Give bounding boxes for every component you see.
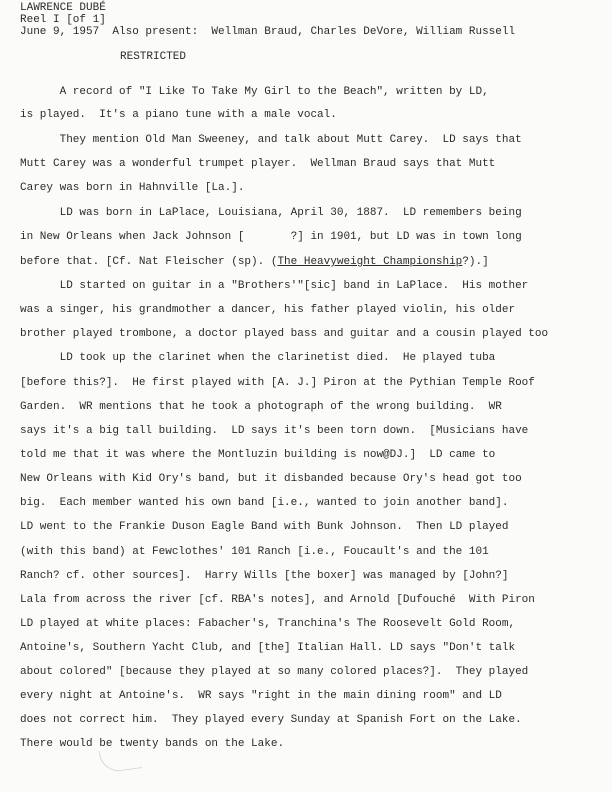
text-line: big. Each member wanted his own band [i.e., wanted to join another band]. <box>20 497 509 509</box>
pencil-mark <box>99 745 143 773</box>
text-line: before that. [Cf. Nat Fleischer (sp). (The Heavyweight Championship?).] <box>20 256 489 268</box>
text-line: was a singer, his grandmother a dancer, his father played violin, his older <box>20 304 516 316</box>
date-present-line: June 9, 1957 Also present: Wellman Braud, Charles DeVore, William Russell <box>20 26 516 38</box>
text-line: does not correct him. They played every Sunday at Spanish Fort on the Lake. <box>20 714 522 726</box>
text-line: Antoine's, Southern Yacht Club, and [the] Italian Hall. LD says "Don't talk <box>20 642 516 654</box>
interviewee-name: LAWRENCE DUBÉ <box>20 2 106 14</box>
text-line: says it's a big tall building. LD says it's been torn down. [Musicians have <box>20 425 529 437</box>
text-line: LD started on guitar in a "Brothers'"[sic] band in LaPlace. His mother <box>20 280 529 292</box>
text-line: LD was born in LaPlace, Louisiana, April 30, 1887. LD remembers being <box>20 207 522 219</box>
text-line: Ranch? cf. other sources]. Harry Wills [the boxer] was managed by [John?] <box>20 570 509 582</box>
text-line: Garden. WR mentions that he took a photograph of the wrong building. WR <box>20 401 502 413</box>
reel-label: Reel I [of 1] <box>20 14 106 26</box>
text-line: about colored" [because they played at so many colored places?]. They played <box>20 666 529 678</box>
text-line: Mutt Carey was a wonderful trumpet player. Wellman Braud says that Mutt <box>20 158 496 170</box>
text-line: [before this?]. He first played with [A. J.] Piron at the Pythian Temple Roof <box>20 377 535 389</box>
text-line: (with this band) at Fewclothes' 101 Ranch [i.e., Foucault's and the 101 <box>20 546 489 558</box>
book-title: The Heavyweight Championship <box>277 256 463 268</box>
text-line: is played. It's a piano tune with a male vocal. <box>20 109 337 121</box>
text-line: They mention Old Man Sweeney, and talk about Mutt Carey. LD says that <box>20 134 522 146</box>
text-line: Carey was born in Hahnville [La.]. <box>20 182 245 194</box>
text-line: LD played at white places: Fabacher's, Tranchina's The Roosevelt Gold Room, <box>20 618 516 630</box>
text-line: in New Orleans when Jack Johnson [ ?] in 1901, but LD was in town long <box>20 231 522 243</box>
text-line: A record of "I Like To Take My Girl to the Beach", written by LD, <box>20 86 489 98</box>
text-line: LD took up the clarinet when the clarinetist died. He played tuba <box>20 352 496 364</box>
text-line: every night at Antoine's. WR says "right in the main dining room" and LD <box>20 690 502 702</box>
text-line: LD went to the Frankie Duson Eagle Band with Bunk Johnson. Then LD played <box>20 521 509 533</box>
restricted-label: RESTRICTED <box>120 51 187 63</box>
text-line: told me that it was where the Montluzin building is now@DJ.] LD came to <box>20 449 496 461</box>
text-line: New Orleans with Kid Ory's band, but it disbanded because Ory's head got too <box>20 473 522 485</box>
text-line: Lala from across the river [cf. RBA's notes], and Arnold [Dufouché With Piron <box>20 594 535 606</box>
text-line: brother played trombone, a doctor played bass and guitar and a cousin played too <box>20 328 549 340</box>
text-line: There would be twenty bands on the Lake. <box>20 738 285 750</box>
